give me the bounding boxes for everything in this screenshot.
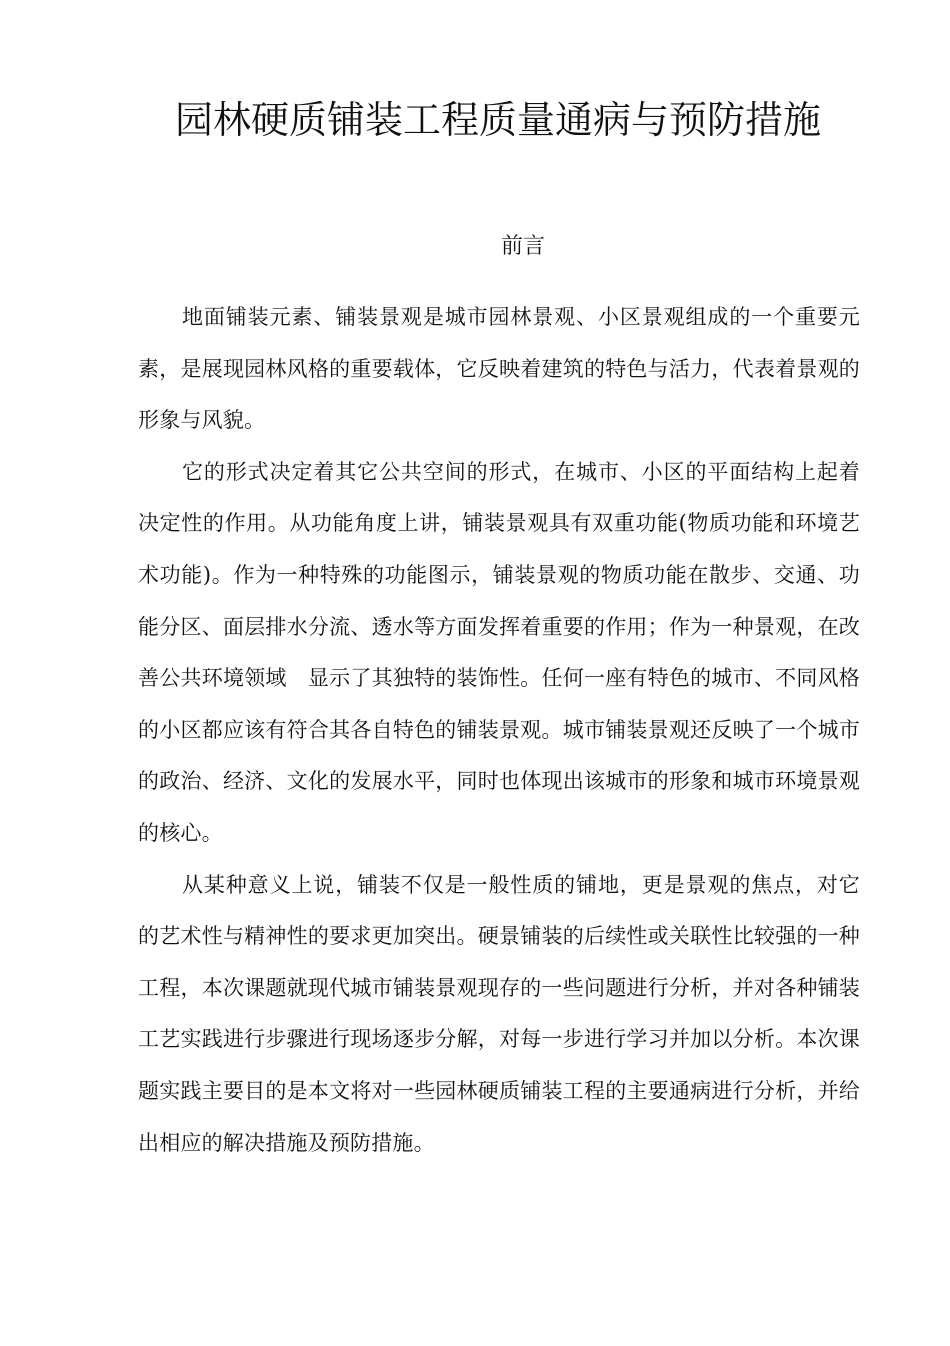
paragraph-3: 从某种意义上说，铺装不仅是一般性质的铺地，更是景观的焦点，对它的艺术性与精神性的要求更加突出。硬景铺装的后续性或关联性比较强的一种工程，本次课题就现代城市铺装景观现存的一些问题进行分析，并对各种铺装工艺实践进行步骤进行现场逐步分解，对每一步进行学习并加以分析。本次课题实践主要目的是本文将对一些园林硬质铺装工程的主要通病进行分析，并给出相应的解决措施及预防措施。 xyxy=(138,872,860,1155)
section-heading-preface: 前言 xyxy=(500,234,545,259)
paragraph-1: 地面铺装元素、铺装景观是城市园林景观、小区景观组成的一个重要元素，是展现园林风格的重要载体，它反映着建筑的特色与活力，代表着景观的形象与风貌。 xyxy=(138,305,860,433)
document-body xyxy=(138,292,860,1169)
document-title: 园林硬质铺装工程质量通病与预防措施 xyxy=(174,98,821,142)
paragraph-2: 它的形式决定着其它公共空间的形式，在城市、小区的平面结构上起着决定性的作用。从功能角度上讲，铺装景观具有双重功能(物质功能和环境艺术功能)。作为一种特殊的功能图示，铺装景观的物质功能在散步、交通、功能分区、面层排水分流、透水等方面发挥着重要的作用；作为一种景观，在改善公共环境领域 显示了其独特的装饰性。任何一座有特色的城市、不同风格的小区都应该有符合其各自特色的铺装景观。城市铺装景观还反映了一个城市的政治、经济、文化的发展水平，同时也体现出该城市的形象和城市环境景观的核心。 xyxy=(138,459,860,845)
